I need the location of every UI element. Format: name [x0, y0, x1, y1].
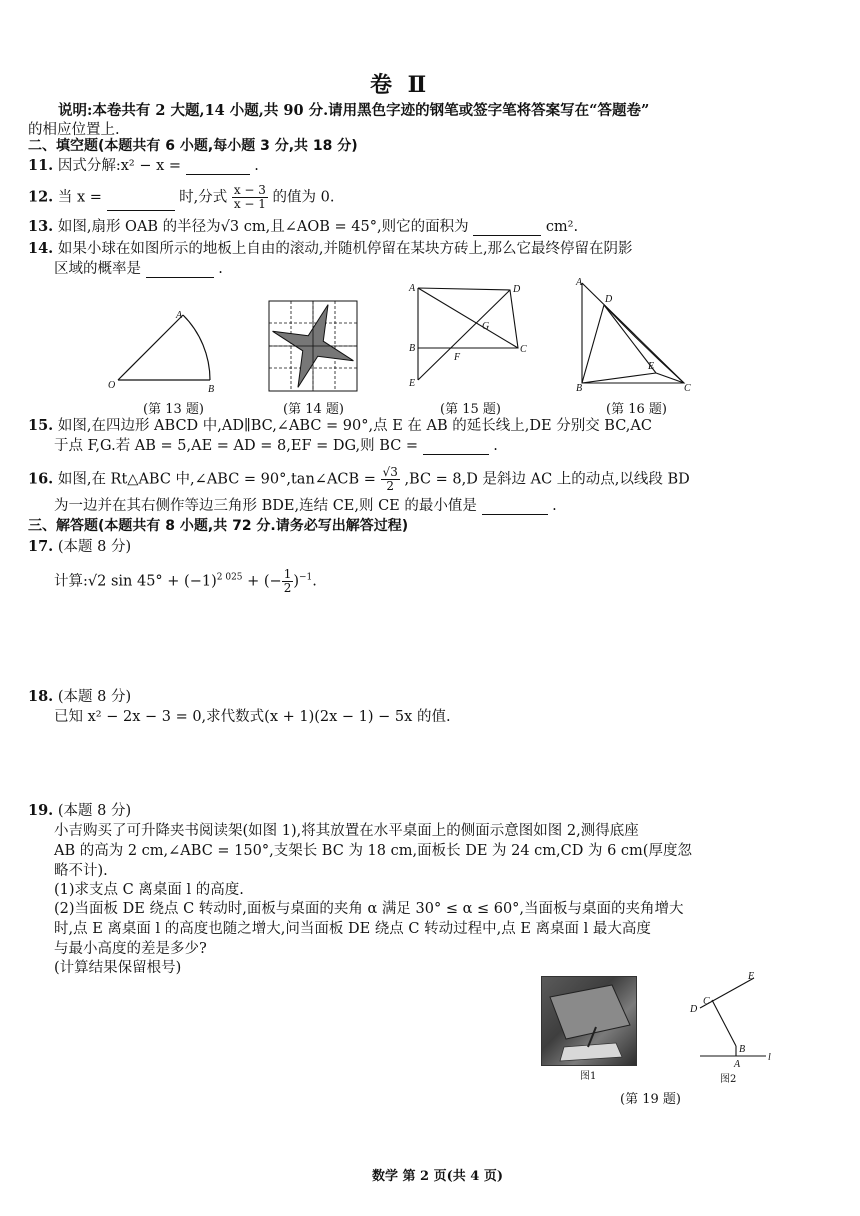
question-15 — [28, 417, 652, 435]
question-number: 13. — [28, 218, 54, 235]
figure-16-triangle — [572, 275, 697, 393]
page-heading: 卷 Ⅱ — [370, 72, 431, 98]
fraction-numerator: √3 — [382, 465, 398, 479]
fraction-numerator: x − 3 — [233, 183, 266, 197]
point-e-label: E — [648, 361, 655, 372]
question-text-post: 的值为 0. — [272, 189, 335, 206]
question-19-line: AB 的高为 2 cm,∠ABC = 150°,支架长 BC 为 18 cm,面板长 DE 为 24 cm,CD 为 6 cm(厚度忽 — [54, 843, 692, 859]
question-text-mid: 时,分式 — [179, 189, 228, 206]
fraction-denominator: x − 1 — [233, 197, 266, 211]
point-b-label: B — [409, 343, 416, 354]
point-c-label: C — [520, 344, 527, 355]
question-number: 19. — [28, 802, 54, 819]
question-18-text: 已知 x² − 2x − 3 = 0,求代数式(x + 1)(2x − 1) − 5x 的值. — [54, 709, 451, 725]
answer-blank — [146, 263, 214, 278]
question-19-line: 时,点 E 离桌面 l 的高度也随之增大,问当面板 DE 绕点 C 转动过程中,点 E 离桌面 l 最大高度 — [54, 921, 651, 937]
question-score: (本题 8 分) — [57, 689, 132, 705]
point-a-label: A — [734, 1059, 741, 1070]
point-o-label: O — [108, 380, 116, 391]
question-text-line2: 区域的概率是 — [54, 261, 141, 277]
figure-13-sector — [100, 300, 225, 395]
question-text-post: cm². — [545, 219, 579, 235]
figure-19-photo — [541, 976, 637, 1066]
question-number: 18. — [28, 688, 54, 705]
question-19-note: (计算结果保留根号) — [54, 960, 182, 976]
figure-19-caption: (第 19 题) — [620, 1092, 681, 1107]
question-17-header — [28, 538, 131, 556]
point-d-label: D — [513, 284, 521, 295]
fraction-denominator: 2 — [386, 479, 394, 493]
question-18-header — [28, 688, 131, 706]
expression-post: ) — [293, 573, 300, 590]
figure-14-caption: (第 14 题) — [283, 402, 344, 417]
answer-blank — [473, 221, 541, 236]
figure-19-photo-label: 图1 — [580, 1071, 597, 1082]
book-stand-photo-sketch — [542, 977, 636, 1065]
section-solutions-heading: 三、解答题(本题共有 8 小题,共 72 分.请务必写出解答过程) — [28, 518, 409, 534]
section-fill-blank-heading: 二、填空题(本题共有 6 小题,每小题 3 分,共 18 分) — [28, 138, 358, 154]
point-c-label: C — [703, 996, 710, 1007]
question-19-header — [28, 802, 131, 820]
point-e-label: E — [748, 971, 755, 982]
question-text-post: ,BC = 8,D 是斜边 AC 上的动点,以线段 BD — [404, 471, 690, 488]
question-16 — [28, 466, 690, 493]
question-score: (本题 8 分) — [57, 539, 132, 555]
figure-19-diagram — [682, 970, 782, 1070]
question-number: 15. — [28, 417, 54, 434]
question-15-line2 — [54, 437, 498, 455]
instructions-line1: 说明:本卷共有 2 大题,14 小题,共 90 分.请用黑色字迹的钢笔或签字笔将答案写在“答题卷” — [58, 102, 650, 119]
point-e-label: E — [409, 378, 416, 389]
question-19-line: 小吉购买了可升降夹书阅读架(如图 1),将其放置在水平桌面上的侧面示意图如图 2,测得底座 — [54, 823, 639, 839]
question-19-line: 与最小高度的差是多少? — [54, 941, 207, 957]
point-d-label: D — [690, 1004, 698, 1015]
question-number: 16. — [28, 470, 54, 488]
point-a-label: A — [576, 277, 583, 288]
question-end: . — [254, 158, 259, 174]
expression-mid: + (− — [242, 573, 282, 590]
question-text-pre: 当 x = — [57, 189, 102, 206]
point-b-label: B — [739, 1044, 746, 1055]
figure-13-caption: (第 13 题) — [143, 402, 204, 417]
instructions-line2: 的相应位置上. — [28, 122, 120, 138]
expression-end: . — [312, 573, 317, 590]
exponent: 2 025 — [216, 572, 243, 583]
point-c-label: C — [684, 383, 691, 393]
point-g-label: G — [482, 321, 490, 332]
point-a-label: A — [176, 310, 183, 321]
fraction — [232, 184, 268, 211]
question-text-line2: 为一边并在其右侧作等边三角形 BDE,连结 CE,则 CE 的最小值是 — [54, 498, 477, 514]
figure-15-quadrilateral — [400, 280, 535, 392]
page-footer: 数学 第 2 页(共 4 页) — [372, 1169, 504, 1184]
answer-blank — [482, 500, 548, 515]
question-14 — [28, 240, 633, 258]
fraction-numerator: 1 — [283, 567, 292, 581]
figure-14-tile-floor — [268, 300, 360, 395]
figure-19-diagram-label: 图2 — [720, 1074, 737, 1085]
question-14-line2 — [54, 260, 223, 278]
question-text-pre: 如图,扇形 OAB 的半径为√3 cm,且∠AOB = 45°,则它的面积为 — [57, 219, 469, 235]
fraction — [282, 568, 294, 595]
answer-blank — [186, 160, 250, 175]
question-19-part1: (1)求支点 C 离桌面 l 的高度. — [54, 882, 244, 898]
fraction — [381, 466, 400, 493]
point-d-label: D — [605, 294, 613, 305]
question-12 — [28, 184, 334, 211]
expression-pre: 计算:√2 sin 45° + (−1) — [54, 573, 217, 590]
question-text-line1: 如果小球在如图所示的地板上自由的滚动,并随机停留在某块方砖上,那么它最终停留在阴影 — [57, 241, 633, 257]
fraction-denominator: 2 — [283, 581, 292, 595]
question-number: 17. — [28, 538, 54, 555]
figure-16-caption: (第 16 题) — [606, 402, 667, 417]
question-17-expression — [54, 568, 317, 595]
question-text-line1: 如图,在四边形 ABCD 中,AD∥BC,∠ABC = 90°,点 E 在 AB 的延长线上,DE 分别交 BC,AC — [57, 418, 652, 434]
line-l-label: l — [768, 1052, 771, 1063]
question-end: . — [552, 498, 557, 514]
question-end: . — [218, 261, 223, 277]
question-19-part2: (2)当面板 DE 绕点 C 转动时,面板与桌面的夹角 α 满足 30° ≤ α ≤ 60°,当面板与桌面的夹角增大 — [54, 901, 684, 917]
exponent: −1 — [299, 572, 313, 583]
question-text-line2: 于点 F,G.若 AB = 5,AE = AD = 8,EF = DG,则 BC = — [54, 438, 419, 454]
point-f-label: F — [454, 352, 461, 363]
question-19-line: 略不计). — [54, 863, 108, 879]
question-text-pre: 如图,在 Rt△ABC 中,∠ABC = 90°,tan∠ACB = — [57, 471, 376, 488]
point-a-label: A — [409, 283, 416, 294]
point-b-label: B — [576, 383, 583, 393]
question-11 — [28, 157, 259, 175]
figure-15-caption: (第 15 题) — [440, 402, 501, 417]
answer-blank — [423, 440, 489, 455]
question-16-line2 — [54, 497, 557, 515]
question-score: (本题 8 分) — [57, 803, 132, 819]
question-number: 12. — [28, 188, 54, 206]
question-13 — [28, 218, 578, 236]
question-end: . — [493, 438, 498, 454]
question-number: 14. — [28, 240, 54, 257]
point-b-label: B — [208, 384, 215, 395]
question-number: 11. — [28, 157, 54, 174]
answer-blank — [107, 196, 175, 211]
question-text: 因式分解:x² − x = — [57, 158, 182, 174]
